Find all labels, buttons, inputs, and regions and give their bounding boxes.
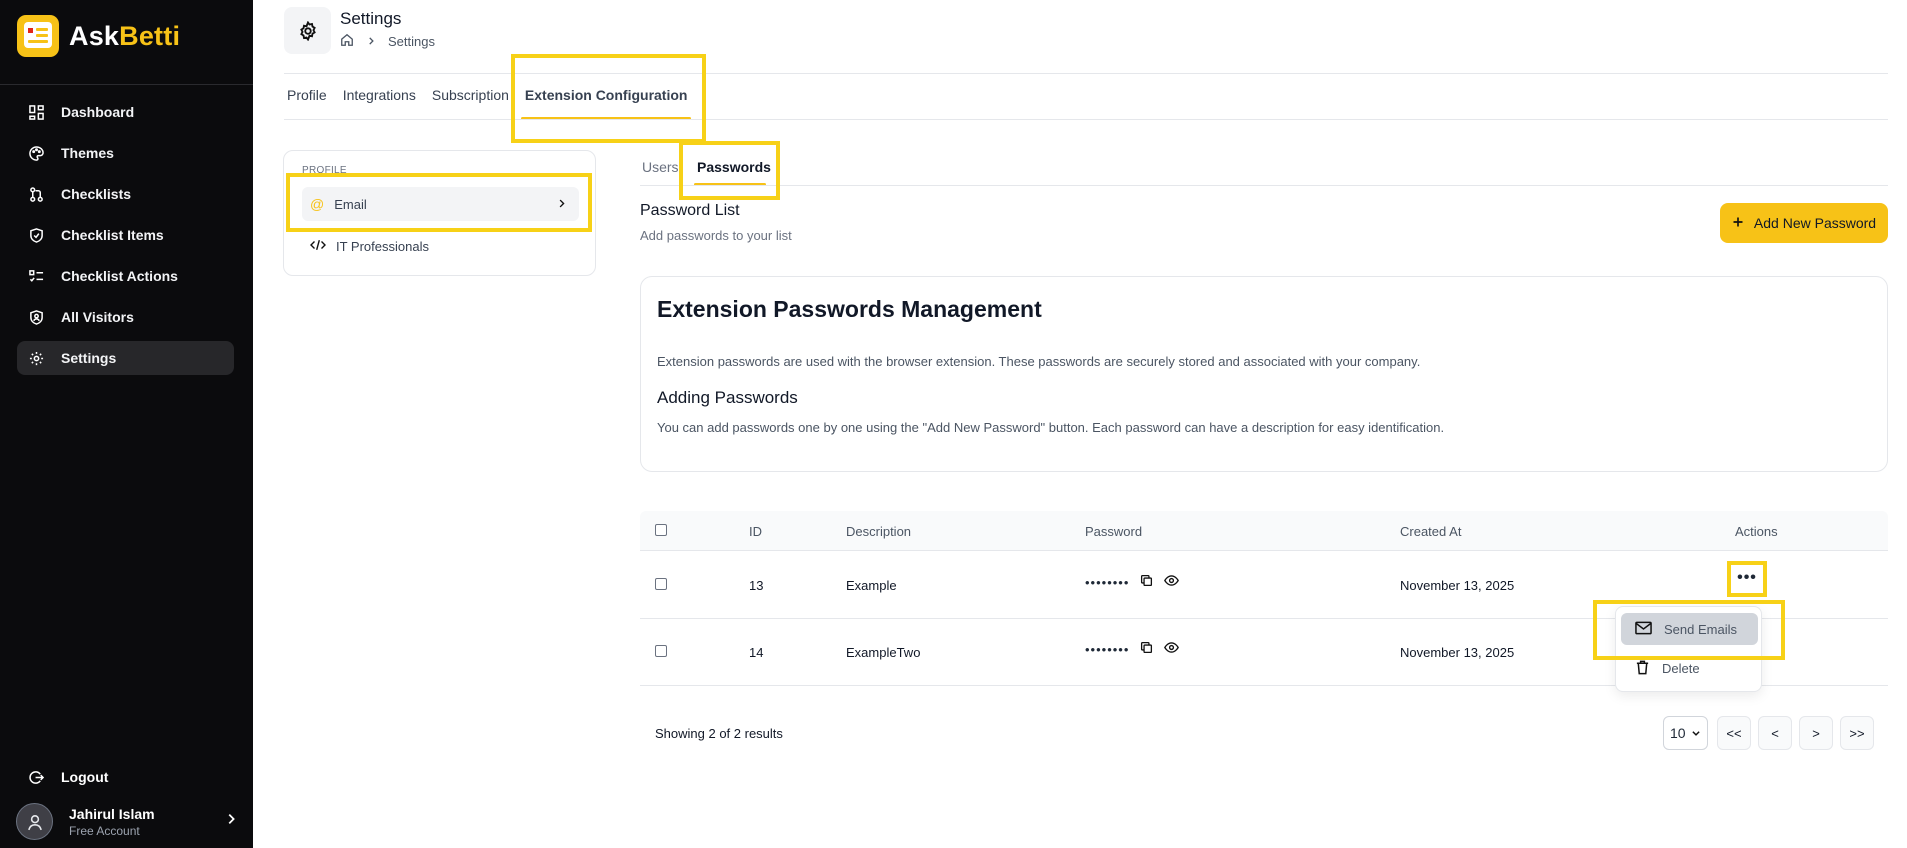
breadcrumb: [340, 33, 435, 50]
info-card-subtitle: Adding Passwords: [657, 388, 798, 407]
user-name: Jahirul Islam: [69, 805, 155, 822]
last-page-button[interactable]: >>: [1840, 716, 1874, 750]
column-header-password: Password: [1085, 524, 1143, 539]
row-created-at: November 13, 2025: [1400, 578, 1515, 593]
sidebar-item-dashboard[interactable]: [17, 95, 234, 129]
page-title: Settings: [340, 9, 402, 28]
settings-header-icon: [284, 7, 331, 54]
chevron-right-icon: [556, 197, 567, 212]
tab-subscription[interactable]: Subscription: [431, 87, 509, 103]
row-actions-menu: [1615, 606, 1762, 692]
eye-icon[interactable]: [1164, 641, 1179, 657]
row-password: [1085, 641, 1179, 657]
plus-icon: [1732, 215, 1744, 231]
sidebar-item-all-visitors[interactable]: [17, 300, 234, 334]
logout-label: Logout: [61, 769, 109, 785]
first-page-button[interactable]: <<: [1717, 716, 1751, 750]
profile-panel: [283, 150, 596, 276]
add-button-label: Add New Password: [1753, 215, 1877, 231]
list-check-icon: [28, 268, 44, 284]
palette-icon: [28, 145, 44, 161]
menu-item-delete[interactable]: [1621, 652, 1758, 684]
tab-profile[interactable]: Profile: [287, 87, 327, 103]
dashboard-icon: [28, 104, 44, 120]
trash-icon: [1635, 659, 1650, 678]
column-header-description: Description: [846, 524, 912, 539]
more-horizontal-icon: •••: [1737, 569, 1757, 586]
next-page-button[interactable]: >: [1799, 716, 1833, 750]
copy-icon[interactable]: [1140, 574, 1153, 590]
info-card-paragraph: You can add passwords one by one using the "Add New Password" button. Each password can have a description for easy identification.: [657, 420, 1445, 435]
password-list-subtitle: Add passwords to your list: [640, 228, 792, 243]
row-description: Example: [846, 578, 897, 593]
sidebar-item-label: Checklists: [61, 186, 132, 202]
panel-item-it-professionals[interactable]: [302, 229, 579, 263]
copy-icon[interactable]: [1140, 641, 1153, 657]
sidebar-item-label: All Visitors: [61, 309, 134, 325]
logo[interactable]: [17, 15, 180, 57]
sidebar-item-settings[interactable]: [17, 341, 234, 375]
sidebar-item-label: Checklist Items: [61, 227, 164, 243]
page-size-value: 10: [1670, 725, 1686, 741]
git-pull-icon: [28, 186, 44, 202]
sidebar-item-label: Themes: [61, 145, 114, 161]
home-icon[interactable]: [340, 33, 354, 50]
shield-user-icon: [28, 309, 44, 325]
column-header-actions: Actions: [1735, 524, 1778, 539]
row-id: 14: [749, 645, 764, 660]
chevron-right-icon[interactable]: [224, 812, 238, 831]
row-checkbox[interactable]: [655, 578, 667, 590]
sidebar-divider: [0, 84, 253, 85]
add-new-password-button[interactable]: [1720, 203, 1888, 243]
shield-check-icon: [28, 227, 44, 243]
row-password: [1085, 574, 1179, 590]
mail-send-icon: [1635, 621, 1652, 638]
subtabs-divider: [640, 185, 1888, 186]
sidebar-item-label: Dashboard: [61, 104, 135, 120]
menu-item-label: Send Emails: [1664, 621, 1737, 637]
row-actions-button[interactable]: [1733, 566, 1761, 590]
row-checkbox[interactable]: [655, 645, 667, 657]
chevron-right-icon: [366, 34, 376, 49]
sidebar-nav: [17, 95, 234, 382]
select-all-checkbox[interactable]: [655, 524, 667, 536]
page-size-select[interactable]: [1663, 716, 1708, 750]
eye-icon[interactable]: [1164, 574, 1179, 590]
password-mask: ••••••••: [1085, 574, 1130, 590]
brand-name: AskBetti: [69, 20, 181, 51]
header-divider: [284, 73, 1888, 74]
info-card-title: Extension Passwords Management: [657, 296, 1042, 322]
settings-tabs: [287, 87, 703, 103]
sidebar-item-label: Settings: [61, 350, 117, 366]
tab-integrations[interactable]: Integrations: [342, 87, 416, 103]
prev-page-button[interactable]: <: [1758, 716, 1792, 750]
results-count: Showing 2 of 2 results: [655, 726, 783, 741]
panel-item-email[interactable]: [302, 187, 579, 221]
logo-icon: [17, 15, 59, 57]
menu-item-label: Delete: [1662, 660, 1700, 676]
panel-item-label: IT Professionals: [336, 238, 429, 254]
password-list-title: Password List: [640, 202, 740, 219]
code-icon: [310, 238, 326, 255]
user-info: [69, 806, 155, 838]
info-card-paragraph: Extension passwords are used with the browser extension. These passwords are securely stored and associated with your company.: [657, 354, 1421, 369]
password-mask: ••••••••: [1085, 641, 1130, 657]
sidebar: [0, 0, 253, 848]
avatar: [16, 803, 53, 840]
logout-button[interactable]: [28, 769, 108, 785]
breadcrumb-current: Settings: [388, 34, 435, 49]
subtab-users[interactable]: Users: [642, 159, 679, 175]
chevron-down-icon: [1691, 725, 1701, 741]
sidebar-item-checklists[interactable]: [17, 177, 234, 211]
row-created-at: November 13, 2025: [1400, 645, 1515, 660]
sidebar-item-checklist-items[interactable]: [17, 218, 234, 252]
tabs-divider: [284, 119, 1888, 120]
row-description: ExampleTwo: [846, 645, 921, 660]
info-card: [640, 276, 1888, 472]
gear-icon: [28, 350, 44, 366]
logout-icon: [28, 769, 44, 785]
subtab-passwords[interactable]: Passwords: [697, 159, 771, 175]
sidebar-item-themes[interactable]: [17, 136, 234, 170]
user-profile[interactable]: [16, 803, 238, 840]
menu-item-send-emails[interactable]: [1621, 613, 1758, 645]
at-icon: @: [310, 196, 325, 212]
tab-extension-configuration[interactable]: Extension Configuration: [524, 87, 688, 103]
user-plan: Free Account: [69, 823, 140, 838]
table-header: [640, 511, 1888, 551]
row-id: 13: [749, 578, 764, 593]
column-header-created-at: Created At: [1400, 524, 1462, 539]
sidebar-item-label: Checklist Actions: [61, 268, 178, 284]
panel-item-label: Email: [334, 196, 367, 212]
sidebar-item-checklist-actions[interactable]: [17, 259, 234, 293]
panel-label: PROFILE: [302, 165, 347, 176]
column-header-id: ID: [749, 524, 762, 539]
